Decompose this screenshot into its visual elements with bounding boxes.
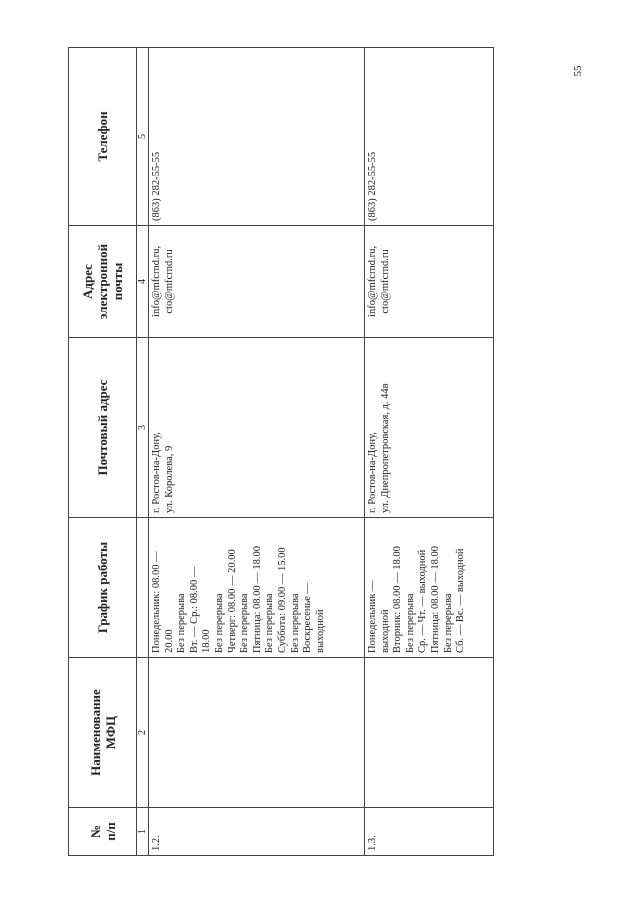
- row-phone: (863) 282-55-55: [365, 48, 494, 226]
- header-email: Адрес электронной почты: [69, 226, 137, 338]
- page-number: 55: [572, 65, 584, 77]
- row-email: info@mfcrnd.ru, cto@mfcrnd.ru: [149, 226, 365, 338]
- colnum-5: 4: [137, 226, 149, 338]
- row-num: 1.3.: [365, 808, 494, 856]
- row-schedule: Понедельник — выходной Вторник: 08.00 — 18.00 Без перерыва Ср. — Чт. — выходной Пятница: 08.00 — 18.00 Без перерыва Сб. — Вс. — выходной: [365, 518, 494, 658]
- colnum-6: 5: [137, 48, 149, 226]
- row-name: [149, 658, 365, 808]
- column-number-row: [137, 48, 149, 856]
- row-schedule: Понедельник: 08.00 — 20.00 Без перерыва Вт. — Ср.: 08.00 — 18.00 Без перерыва Четверг: 08.00 — 20.00 Без перерыва Пятница: 08.00 — 18.00 Без перерыва Суббота: 09.00 — 15.00 Без перерыва Воскресенье — выходной: [149, 518, 365, 658]
- table-row: [149, 48, 365, 856]
- header-name: Наименование МФЦ: [69, 658, 137, 808]
- header-num: № п/п: [69, 808, 137, 856]
- colnum-2: 2: [137, 658, 149, 808]
- table-wrapper: [68, 48, 494, 856]
- row-phone: (863) 282-55-55: [149, 48, 365, 226]
- header-address: Почтовый адрес: [69, 338, 137, 518]
- header-schedule: График работы: [69, 518, 137, 658]
- colnum-4: 3: [137, 338, 149, 518]
- colnum-3: [137, 518, 149, 658]
- row-address: г. Ростов-на-Дону, ул. Королева, 9: [149, 338, 365, 518]
- row-name: [365, 658, 494, 808]
- colnum-1: 1: [137, 808, 149, 856]
- header-row: [69, 48, 137, 856]
- mfc-table: [68, 47, 494, 856]
- row-num: 1.2.: [149, 808, 365, 856]
- rotated-table-container: [68, 48, 494, 856]
- table-row: [365, 48, 494, 856]
- header-phone: Телефон: [69, 48, 137, 226]
- row-address: г. Ростов-на-Дону, ул. Днепропетровская, д. 44в: [365, 338, 494, 518]
- row-email: info@mfcrnd.ru, cto@mfcrnd.ru: [365, 226, 494, 338]
